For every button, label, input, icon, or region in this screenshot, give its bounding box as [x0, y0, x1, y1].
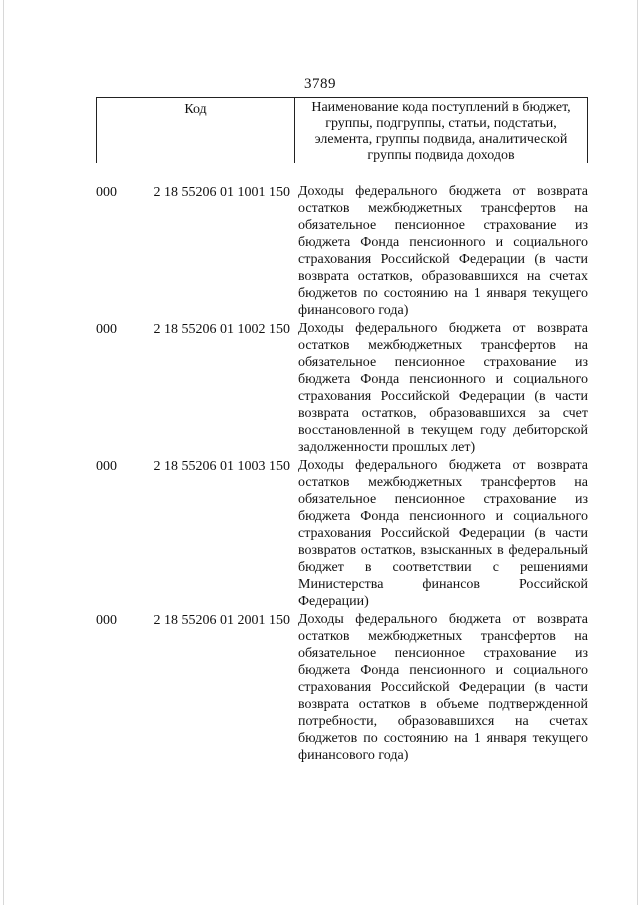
- header-name-label: Наименование кода поступлений в бюджет, группы, подгруппы, статьи, подстатьи, элемента, группы подвида, аналитической группы подвида доходов: [311, 100, 571, 163]
- table-row: [96, 320, 592, 456]
- admin-code: 000: [96, 322, 117, 337]
- table-row: [96, 611, 592, 764]
- admin-code: 000: [96, 459, 117, 474]
- table-row: [96, 457, 592, 610]
- admin-code: 000: [96, 613, 117, 628]
- income-description: Доходы федерального бюджета от возврата остатков межбюджетных трансфертов на обязательное пенсионное страхование из бюджета Фонда пенсионного и социального страхования Российской Федерации (в части возврата остатков, образовавшихся на счетах бюджетов по состоянию на 1 января текущего финансового года): [298, 184, 588, 318]
- income-description: Доходы федерального бюджета от возврата остатков межбюджетных трансфертов на обязательное пенсионное страхование из бюджета Фонда пенсионного и социального страхования Российской Федерации (в части возврата остатков в объеме подтвержденной потребности, образовавшихся на счетах бюджетов по состоянию на 1 января текущего финансового года): [298, 612, 588, 763]
- income-description: Доходы федерального бюджета от возврата остатков межбюджетных трансфертов на обязательное пенсионное страхование из бюджета Фонда пенсионного и социального страхования Российской Федерации (в части возврата остатков, образовавшихся за счет восстановленной в текущем году дебиторской задолженности прошлых лет): [298, 321, 588, 455]
- income-description: Доходы федерального бюджета от возврата остатков межбюджетных трансфертов на обязательное пенсионное страхование из бюджета Фонда пенсионного и социального страхования Российской Федерации (в части возвратов остатков, взысканных в федеральный бюджет в соответствии с решениями Министерства финансов Российской Федерации): [298, 458, 588, 609]
- income-code: 2 18 55206 01 1002 150: [153, 322, 290, 337]
- income-code: 2 18 55206 01 1003 150: [153, 459, 290, 474]
- income-code: 2 18 55206 01 2001 150: [153, 613, 290, 628]
- header-code-label: Код: [97, 98, 295, 163]
- entries-list: [96, 183, 592, 765]
- table-row: [96, 183, 592, 319]
- income-code: 2 18 55206 01 1001 150: [153, 185, 290, 200]
- admin-code: 000: [96, 185, 117, 200]
- table-header: [96, 97, 588, 163]
- page-number: 3789: [304, 76, 336, 92]
